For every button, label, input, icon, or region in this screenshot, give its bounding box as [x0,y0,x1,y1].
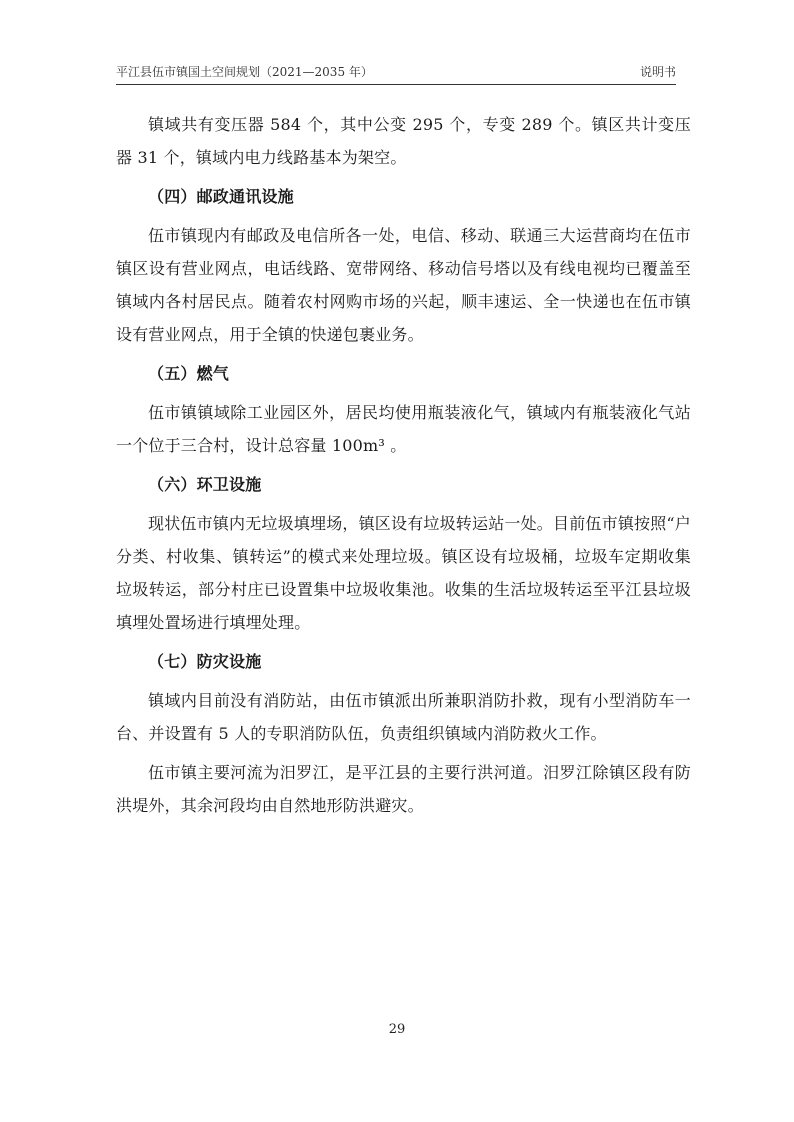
post-heading: （四）邮政通讯设施 [148,187,294,206]
disaster-paragraph-1: 镇域内目前没有消防站，由伍市镇派出所兼职消防扑救，现有小型消防车一台、并设置有 5 人的专职消防队伍，负责组织镇域内消防救火工作。 [116,691,691,743]
page-header [116,62,676,82]
header-doc-type: 说明书 [639,65,676,79]
page-number: 29 [388,1022,406,1037]
gas-heading: （五）燃气 [148,364,230,383]
sanitation-heading: （六）环卫设施 [148,475,262,494]
disaster-paragraph-2: 伍市镇主要河流为汨罗江，是平江县的主要行洪河道。汨罗江除镇区段有防洪堤外，其余河段均由自然地形防洪避灾。 [116,763,691,815]
disaster-heading: （七）防灾设施 [148,652,262,671]
document-body [116,108,691,822]
sanitation-paragraph: 现状伍市镇内无垃圾填埋场，镇区设有垃圾转运站一处。目前伍市镇按照“户分类、村收集、镇转运”的模式来处理垃圾。镇区设有垃圾桶，垃圾车定期收集垃圾转运，部分村庄已设置集中垃圾收集池。收集的生活垃圾转运至平江县垃圾填埋处置场进行填埋处理。 [116,514,691,632]
gas-paragraph: 伍市镇镇域除工业园区外，居民均使用瓶装液化气，镇域内有瓶装液化气站一个位于三合村，设计总容量 100m³ 。 [116,403,691,455]
header-divider [116,84,676,85]
power-paragraph: 镇域共有变压器 584 个，其中公变 295 个，专变 289 个。镇区共计变压器 31 个，镇域内电力线路基本为架空。 [116,115,691,167]
post-paragraph: 伍市镇现内有邮政及电信所各一处，电信、移动、联通三大运营商均在伍市镇区设有营业网点，电话线路、宽带网络、移动信号塔以及有线电视均已覆盖至镇域内各村居民点。随着农村网购市场的兴起，顺丰速运、全一快递也在伍市镇设有营业网点，用于全镇的快递包裹业务。 [116,226,691,344]
header-title: 平江县伍市镇国土空间规划（2021—2035 年） [116,65,373,79]
